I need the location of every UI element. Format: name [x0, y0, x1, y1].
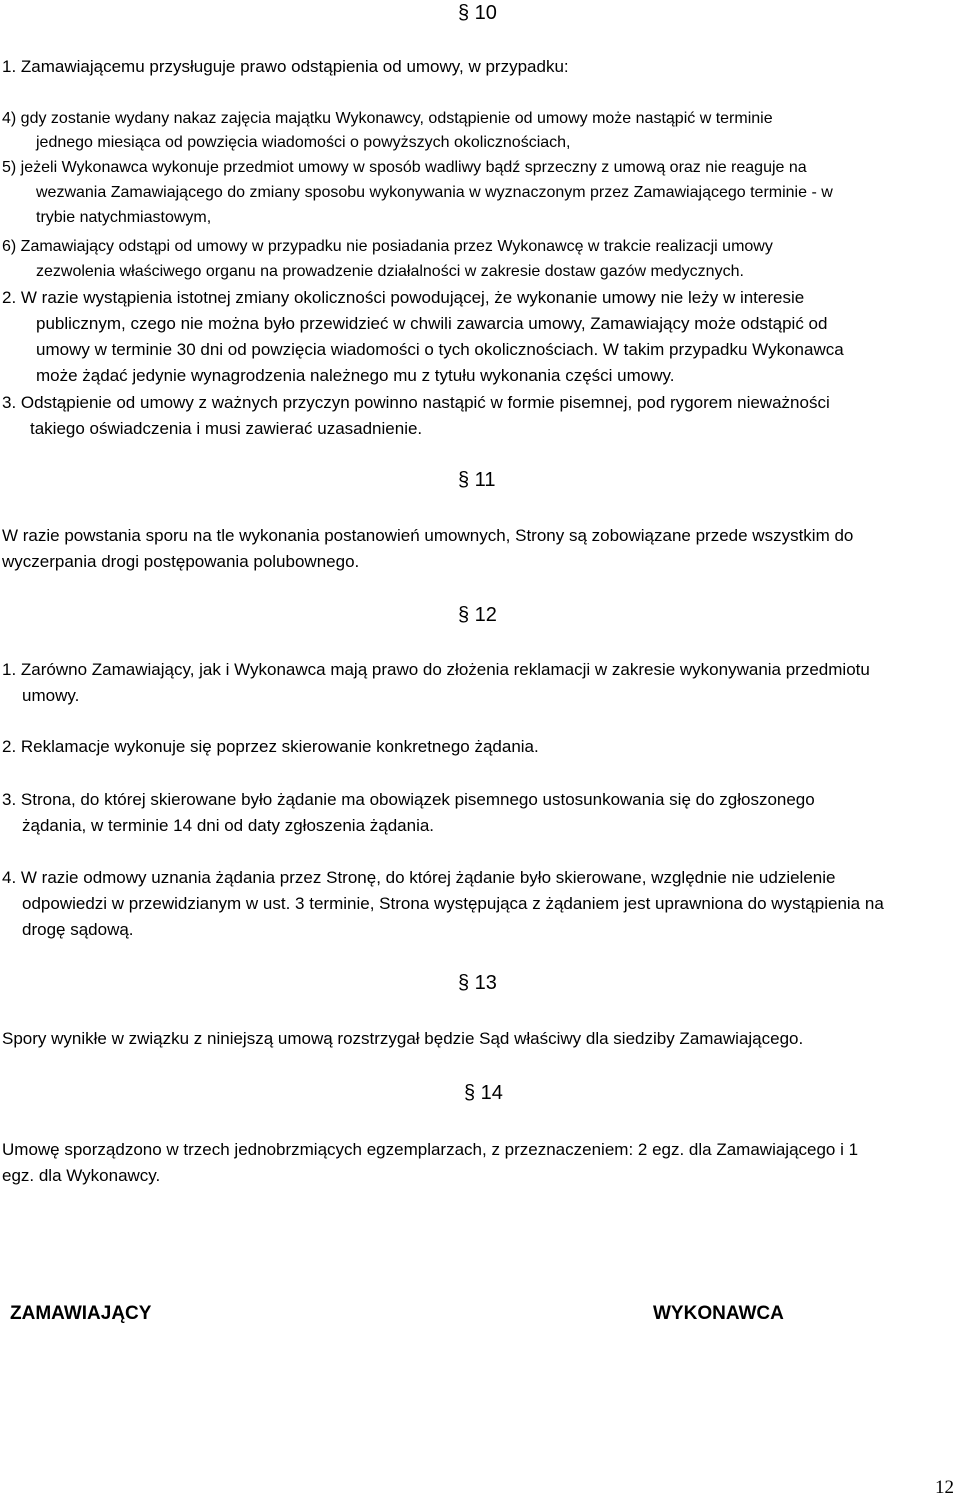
sec11-line2: wyczerpania drogi postępowania polubownego.: [2, 552, 360, 571]
sec14-line1: Umowę sporządzono w trzech jednobrzmiących egzemplarzach, z przeznaczeniem: 2 egz. dla Zamawiającego i 1: [2, 1140, 859, 1159]
sec12-p3-line1: 3. Strona, do której skierowane było żądanie ma obowiązek pisemnego ustosunkowania się do zgłoszonego: [2, 790, 815, 809]
sec10-p3-line2: takiego oświadczenia i musi zawierać uzasadnienie.: [30, 419, 423, 438]
sec10-p2-line1: 2. W razie wystąpienia istotnej zmiany okoliczności powodującej, że wykonanie umowy nie leży w interesie: [2, 288, 805, 307]
sec13-line1: Spory wynikłe w związku z niniejszą umową rozstrzygał będzie Sąd właściwy dla siedziby Zamawiającego.: [2, 1029, 804, 1048]
sec10-p2-line3: umowy w terminie 30 dni od powzięcia wiadomości o tych okolicznościach. W takim przypadku Wykonawca: [36, 340, 844, 359]
sec10-item5-line3: trybie natychmiastowym,: [36, 209, 212, 226]
sec10-item4-line1: 4) gdy zostanie wydany nakaz zajęcia majątku Wykonawcy, odstąpienie od umowy może nastąpić w terminie: [2, 110, 773, 127]
section-11-heading: § 11: [458, 469, 496, 491]
sec14-line2: egz. dla Wykonawcy.: [2, 1166, 161, 1185]
sec12-p4-line3: drogę sądową.: [22, 920, 134, 939]
sec12-p1-line1: 1. Zarówno Zamawiający, jak i Wykonawca mają prawo do złożenia reklamacji w zakresie wykonywania przedmiotu: [2, 660, 870, 679]
sec10-p2-line4: może żądać jedynie wynagrodzenia należnego mu z tytułu wykonania części umowy.: [36, 366, 675, 385]
section-12-heading: § 12: [458, 604, 497, 626]
sec10-p2-line2: publicznym, czego nie można było przewidzieć w chwili zawarcia umowy, Zamawiający może odstąpić od: [36, 314, 828, 333]
signature-wykonawca: WYKONAWCA: [653, 1303, 784, 1324]
sec10-item4-line2: jednego miesiąca od powzięcia wiadomości o powyższych okolicznościach,: [36, 134, 571, 151]
sec12-p2: 2. Reklamacje wykonuje się poprzez skierowanie konkretnego żądania.: [2, 737, 539, 756]
sec12-p4-line2: odpowiedzi w przewidzianym w ust. 3 terminie, Strona występująca z żądaniem jest uprawniona do wystąpienia na: [22, 894, 884, 913]
sec10-item5-line2: wezwania Zamawiającego do zmiany sposobu wykonywania w wyznaczonym przez Zamawiającego terminie - w: [36, 184, 833, 201]
section-14-heading: § 14: [464, 1082, 503, 1104]
sec10-item6-line2: zezwolenia właściwego organu na prowadzenie działalności w zakresie dostaw gazów medycznych.: [36, 263, 744, 280]
signature-zamawiajacy: ZAMAWIAJĄCY: [10, 1303, 152, 1324]
sec12-p1-line2: umowy.: [22, 686, 80, 705]
section-10-heading: § 10: [458, 2, 497, 24]
section-13-heading: § 13: [458, 972, 497, 994]
sec12-p4-line1: 4. W razie odmowy uznania żądania przez Stronę, do której żądanie było skierowane, względnie nie udzielenie: [2, 868, 836, 887]
page-number: 12: [935, 1477, 954, 1498]
sec10-item6-line1: 6) Zamawiający odstąpi od umowy w przypadku nie posiadania przez Wykonawcę w trakcie realizacji umowy: [2, 238, 773, 255]
sec10-p3-line1: 3. Odstąpienie od umowy z ważnych przyczyn powinno nastąpić w formie pisemnej, pod rygorem nieważności: [2, 393, 830, 412]
sec11-line1: W razie powstania sporu na tle wykonania postanowień umownych, Strony są zobowiązane przede wszystkim do: [2, 526, 854, 545]
sec12-p3-line2: żądania, w terminie 14 dni od daty zgłoszenia żądania.: [22, 816, 435, 835]
sec10-intro: 1. Zamawiającemu przysługuje prawo odstąpienia od umowy, w przypadku:: [2, 57, 569, 76]
sec10-item5-line1: 5) jeżeli Wykonawca wykonuje przedmiot umowy w sposób wadliwy bądź sprzeczny z umową oraz nie reaguje na: [2, 159, 807, 176]
